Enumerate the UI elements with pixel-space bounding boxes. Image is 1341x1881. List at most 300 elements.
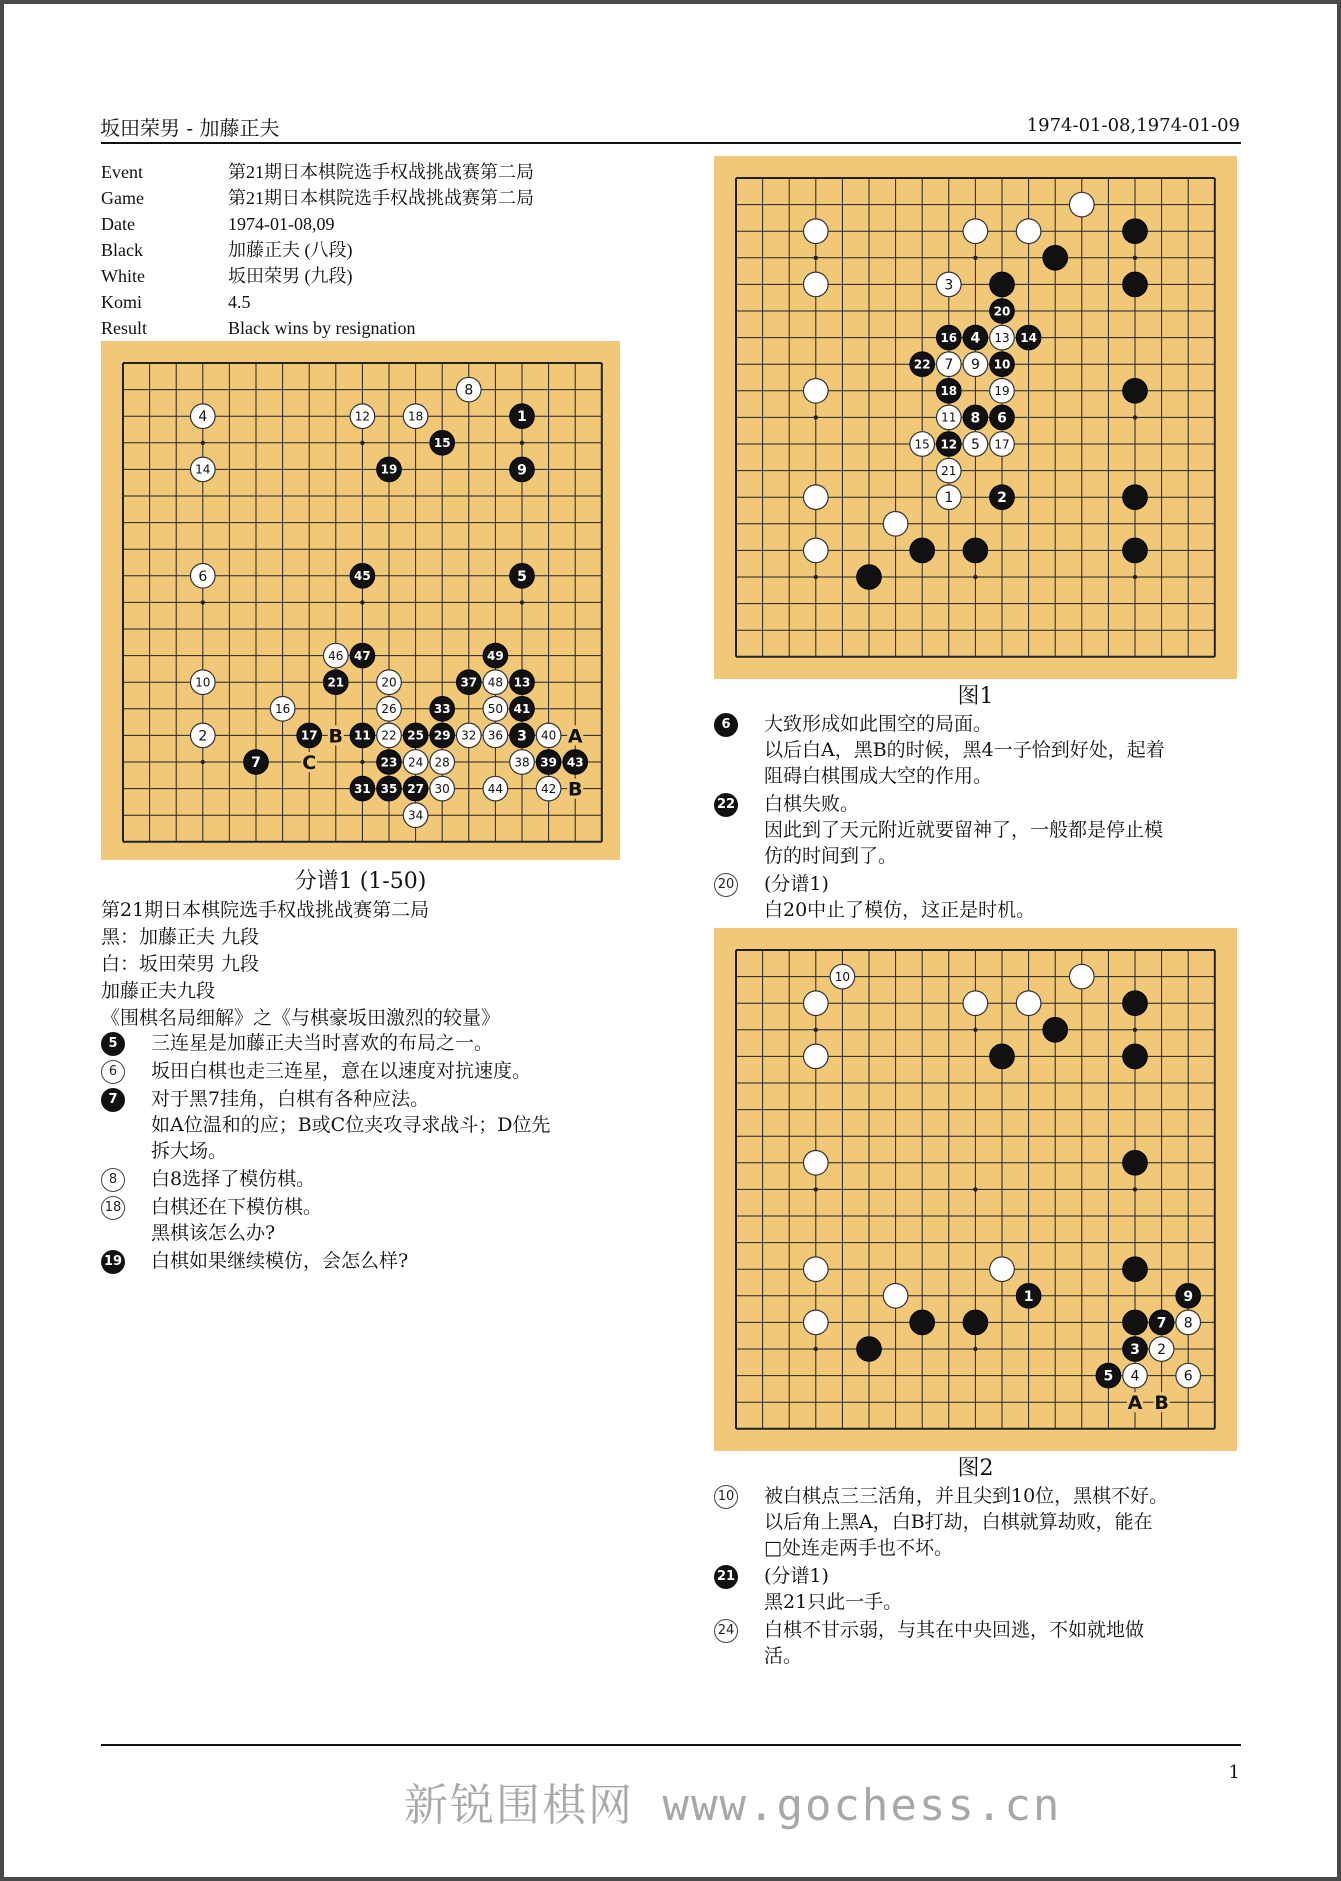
white-stone <box>191 404 216 429</box>
move-number: 2 <box>997 490 1007 507</box>
move-number: 10 <box>993 357 1011 372</box>
black-stone <box>1043 246 1068 271</box>
comment-text <box>764 1563 902 1615</box>
move-marker: 22 <box>714 793 738 817</box>
comment-line: 黑棋该怎么办? <box>151 1222 276 1244</box>
black-stone <box>510 457 535 482</box>
move-number: 24 <box>407 755 424 770</box>
header-players: 坂田荣男 - 加藤正夫 <box>100 116 280 140</box>
move-number: 4 <box>198 409 208 426</box>
info-row-game <box>101 185 534 211</box>
black-stone <box>510 404 535 429</box>
move-comment <box>101 1058 531 1084</box>
white-stone <box>270 697 295 722</box>
move-comment <box>101 1248 408 1274</box>
move-number: 32 <box>461 728 477 743</box>
comment-line: 如A位温和的应；B或C位夹攻寻求战斗；D位先 <box>151 1114 551 1136</box>
white-stone <box>430 776 455 801</box>
comment-line: 三连星是加藤正夫当时喜欢的布局之一。 <box>151 1032 494 1054</box>
go-board-diagram-1-grid <box>714 156 1237 679</box>
move-number: 6 <box>997 410 1007 427</box>
move-number: 20 <box>993 304 1011 319</box>
comment-line: 以后角上黑A，白B打劫，白棋就算劫败，能在 <box>764 1511 1153 1533</box>
white-stone <box>804 1257 829 1282</box>
board-label: B <box>328 725 344 748</box>
move-number: 14 <box>195 462 211 477</box>
info-row-komi <box>101 289 534 315</box>
move-number: 20 <box>381 675 397 690</box>
comment-line: 坂田白棋也走三连星，意在以速度对抗速度。 <box>151 1060 532 1082</box>
page-number: 1 <box>1228 1762 1240 1783</box>
move-number: 6 <box>1183 1368 1193 1385</box>
white-stone <box>883 1284 908 1309</box>
white-stone <box>804 1310 829 1335</box>
move-number: 13 <box>994 330 1010 345</box>
comment-line: 白棋不甘示弱，与其在中央回逃，不如就地做 <box>764 1619 1145 1641</box>
comment-line: (分谱1) <box>764 873 829 895</box>
black-stone <box>430 723 455 748</box>
move-marker: 18 <box>101 1196 125 1220</box>
white-stone <box>804 538 829 563</box>
move-number: 9 <box>970 357 980 374</box>
move-comment <box>714 871 1035 923</box>
info-value: 第21期日本棋院选手权战挑战赛第二局 <box>228 162 534 182</box>
move-number: 22 <box>381 728 397 743</box>
white-stone <box>963 219 988 244</box>
comment-text <box>151 1058 531 1084</box>
black-stone <box>403 776 428 801</box>
move-comment <box>101 1194 322 1246</box>
black-stone <box>990 405 1015 430</box>
white-stone <box>963 432 988 457</box>
move-number: 40 <box>540 728 557 743</box>
move-comment <box>714 711 1165 789</box>
move-comment <box>714 1563 902 1615</box>
white-stone <box>1070 192 1095 217</box>
move-number: 7 <box>944 357 954 374</box>
comment-line: 以后白A，黑B的时候，黑4一子恰到好处，起着 <box>764 739 1165 761</box>
move-number: 15 <box>914 437 930 452</box>
black-stone <box>1123 379 1148 404</box>
white-stone <box>804 1151 829 1176</box>
black-stone <box>377 750 402 775</box>
black-stone <box>1123 272 1148 297</box>
info-value: 第21期日本棋院选手权战挑战赛第二局 <box>228 188 534 208</box>
move-marker: 21 <box>714 1565 738 1589</box>
move-number: 10 <box>195 675 211 690</box>
black-stone <box>990 485 1015 510</box>
move-number: 18 <box>940 384 958 399</box>
comment-line: 白棋如果继续模仿，会怎么样? <box>151 1250 409 1272</box>
black-stone <box>1149 1310 1174 1335</box>
go-board-kifu <box>101 341 620 860</box>
white-stone <box>483 670 508 695</box>
black-stone <box>350 643 375 668</box>
move-number: 16 <box>274 702 291 717</box>
white-stone <box>483 776 508 801</box>
comment-line: 白棋还在下模仿棋。 <box>151 1196 323 1218</box>
white-stone <box>483 697 508 722</box>
white-stone <box>830 964 855 989</box>
move-number: 6 <box>198 568 208 585</box>
white-stone <box>324 643 349 668</box>
board-caption-diagram-1: 图1 <box>957 684 994 709</box>
black-stone <box>1016 325 1041 350</box>
white-stone <box>1176 1310 1201 1335</box>
comment-text <box>151 1248 408 1274</box>
move-number: 15 <box>433 436 451 451</box>
black-stone <box>990 272 1015 297</box>
move-comment <box>101 1166 315 1192</box>
comment-line: 白棋失败。 <box>764 793 860 815</box>
move-number: 26 <box>381 702 397 717</box>
header-dates: 1974-01-08,1974-01-09 <box>1026 115 1240 136</box>
black-stone <box>857 1337 882 1362</box>
black-stone <box>963 1310 988 1335</box>
white-stone <box>1176 1363 1201 1388</box>
info-key: White <box>101 266 145 286</box>
white-stone <box>804 379 829 404</box>
move-number: 48 <box>487 675 504 690</box>
move-number: 3 <box>1130 1342 1140 1359</box>
info-key: Black <box>101 240 143 260</box>
board-caption-kifu: 分谱1 (1-50) <box>294 869 427 894</box>
black-stone <box>430 431 455 456</box>
move-number: 9 <box>1183 1288 1194 1305</box>
white-stone <box>937 458 962 483</box>
black-stone <box>1123 1337 1148 1362</box>
description-line: 白：坂田荣男 九段 <box>101 953 260 975</box>
white-stone <box>457 723 482 748</box>
comment-line: 活。 <box>764 1645 803 1667</box>
comment-text <box>151 1166 315 1192</box>
move-number: 11 <box>941 410 957 425</box>
info-row-event <box>101 159 534 185</box>
info-key: Game <box>101 188 144 208</box>
move-number: 3 <box>944 277 954 294</box>
move-number: 9 <box>517 462 527 479</box>
black-stone <box>1123 1151 1148 1176</box>
black-stone <box>1123 1044 1148 1069</box>
black-stone <box>1096 1363 1121 1388</box>
move-number: 34 <box>407 808 424 823</box>
black-stone <box>910 538 935 563</box>
white-stone <box>804 991 829 1016</box>
white-stone <box>990 379 1015 404</box>
move-number: 50 <box>487 702 504 717</box>
go-board-kifu-grid <box>101 341 620 860</box>
white-stone <box>804 272 829 297</box>
move-number: 3 <box>517 728 527 745</box>
white-stone <box>990 432 1015 457</box>
description-line: 黑：加藤正夫 九段 <box>101 926 260 948</box>
move-number: 21 <box>941 463 957 478</box>
move-number: 7 <box>1156 1315 1167 1332</box>
black-stone <box>990 1044 1015 1069</box>
black-stone <box>457 670 482 695</box>
white-stone <box>191 723 216 748</box>
board-caption-diagram-2: 图2 <box>957 1456 994 1481</box>
board-label: C <box>302 752 317 774</box>
white-stone <box>963 991 988 1016</box>
site-watermark: 新锐围棋网 www.gochess.cn <box>404 1780 1062 1831</box>
comment-line: 阻碍白棋围成大空的作用。 <box>764 765 993 787</box>
move-number: 13 <box>513 675 531 690</box>
comment-line: 因此到了天元附近就要留神了，一般都是停止模 <box>764 819 1164 841</box>
black-stone <box>910 352 935 377</box>
move-marker: 5 <box>101 1032 125 1056</box>
description-line: 《围棋名局细解》之《与棋豪坂田激烈的较量》 <box>101 1007 501 1029</box>
move-number: 12 <box>354 409 371 424</box>
comment-text <box>151 1194 322 1246</box>
comment-text <box>764 791 1163 869</box>
move-number: 27 <box>407 781 424 796</box>
board-label: B <box>567 778 583 801</box>
move-number: 7 <box>251 755 261 772</box>
white-stone <box>937 272 962 297</box>
move-number: 38 <box>514 755 530 770</box>
board-label: B <box>1154 1392 1169 1415</box>
black-stone <box>857 565 882 590</box>
move-number: 44 <box>487 781 504 796</box>
move-comment <box>714 1617 1144 1669</box>
info-key: Komi <box>101 292 143 312</box>
white-stone <box>1070 964 1095 989</box>
black-stone <box>1123 538 1148 563</box>
move-number: 11 <box>354 728 371 743</box>
black-stone <box>963 405 988 430</box>
black-stone <box>536 750 561 775</box>
white-stone <box>191 457 216 482</box>
move-marker: 6 <box>714 713 738 737</box>
move-comment <box>714 1483 1168 1561</box>
comment-text <box>151 1030 493 1056</box>
black-stone <box>510 723 535 748</box>
move-number: 5 <box>517 568 527 585</box>
white-stone <box>1016 219 1041 244</box>
move-number: 19 <box>994 384 1010 399</box>
white-stone <box>937 405 962 430</box>
go-board-diagram-2 <box>714 928 1237 1451</box>
black-stone <box>990 299 1015 324</box>
move-marker: 6 <box>101 1060 125 1084</box>
move-number: 42 <box>540 781 557 796</box>
move-number: 1 <box>944 490 954 507</box>
black-stone <box>350 564 375 589</box>
move-number: 28 <box>434 755 450 770</box>
move-marker: 19 <box>101 1250 125 1274</box>
go-board-diagram-1 <box>714 156 1237 679</box>
comment-text <box>151 1086 550 1164</box>
move-number: 8 <box>464 382 474 399</box>
info-row-black <box>101 237 534 263</box>
black-stone <box>910 1310 935 1335</box>
footer-rule <box>101 1744 1241 1746</box>
white-stone <box>350 404 375 429</box>
black-stone <box>563 750 588 775</box>
move-number: 49 <box>487 648 504 663</box>
white-stone <box>990 1257 1015 1282</box>
white-stone <box>483 723 508 748</box>
move-number: 1 <box>517 409 527 426</box>
move-number: 5 <box>1103 1368 1114 1385</box>
black-stone <box>510 697 535 722</box>
comment-text <box>764 711 1165 789</box>
board-label: A <box>1127 1392 1143 1415</box>
move-marker: 8 <box>101 1168 125 1192</box>
move-marker: 24 <box>714 1619 738 1643</box>
move-number: 47 <box>354 648 371 663</box>
move-number: 43 <box>566 755 584 770</box>
move-number: 17 <box>300 728 318 743</box>
move-number: 35 <box>380 781 398 796</box>
white-stone <box>191 564 216 589</box>
comment-text <box>764 1483 1168 1561</box>
move-number: 4 <box>970 330 981 347</box>
move-number: 39 <box>540 755 557 770</box>
move-number: 37 <box>460 675 478 690</box>
comment-line: □处连走两手也不坏。 <box>764 1537 953 1559</box>
move-number: 14 <box>1020 330 1037 345</box>
white-stone <box>1123 1363 1148 1388</box>
move-comment <box>101 1086 550 1164</box>
black-stone <box>244 750 269 775</box>
move-number: 29 <box>433 728 451 743</box>
comment-text <box>764 1617 1144 1669</box>
white-stone <box>403 803 428 828</box>
game-description <box>101 897 500 1032</box>
comment-line: 大致形成如此围空的局面。 <box>764 713 993 735</box>
black-stone <box>1016 1284 1041 1309</box>
comment-line: 白8选择了模仿棋。 <box>151 1168 316 1190</box>
black-stone <box>483 643 508 668</box>
info-value: 4.5 <box>228 292 251 312</box>
move-number: 16 <box>940 330 958 345</box>
black-stone <box>377 457 402 482</box>
move-number: 22 <box>913 357 931 372</box>
comment-line: 被白棋点三三活角，并且尖到10位，黑棋不好。 <box>764 1485 1169 1507</box>
move-number: 8 <box>970 410 981 427</box>
white-stone <box>191 670 216 695</box>
move-marker: 10 <box>714 1485 738 1509</box>
white-stone <box>457 377 482 402</box>
move-number: 41 <box>513 702 531 717</box>
white-stone <box>536 776 561 801</box>
info-value: 坂田荣男 (九段) <box>228 266 353 286</box>
info-key: Event <box>101 162 143 182</box>
header-rule <box>101 142 1241 144</box>
move-number: 30 <box>434 781 450 796</box>
move-comment <box>101 1030 493 1056</box>
white-stone <box>377 723 402 748</box>
white-stone <box>804 1044 829 1069</box>
description-line: 第21期日本棋院选手权战挑战赛第二局 <box>101 899 430 921</box>
comment-line: 对于黑7挂角，白棋有各种应法。 <box>151 1088 430 1110</box>
white-stone <box>804 219 829 244</box>
black-stone <box>510 564 535 589</box>
white-stone <box>910 432 935 457</box>
move-number: 4 <box>1130 1368 1140 1385</box>
description-line: 加藤正夫九段 <box>101 980 216 1002</box>
info-value: 加藤正夫 (八段) <box>228 240 353 260</box>
move-number: 12 <box>940 437 958 452</box>
move-number: 17 <box>994 437 1010 452</box>
white-stone <box>804 485 829 510</box>
black-stone <box>1123 1257 1148 1282</box>
move-number: 19 <box>380 462 398 477</box>
black-stone <box>350 776 375 801</box>
move-number: 8 <box>1183 1315 1193 1332</box>
white-stone <box>430 750 455 775</box>
comment-line: 仿的时间到了。 <box>764 845 898 867</box>
black-stone <box>1176 1284 1201 1309</box>
white-stone <box>990 325 1015 350</box>
black-stone <box>430 697 455 722</box>
move-number: 23 <box>380 755 398 770</box>
info-row-result <box>101 315 534 341</box>
black-stone <box>937 325 962 350</box>
black-stone <box>1043 1018 1068 1043</box>
move-marker: 20 <box>714 873 738 897</box>
black-stone <box>1123 219 1148 244</box>
move-number: 1 <box>1023 1288 1034 1305</box>
move-number: 2 <box>198 728 208 745</box>
black-stone <box>1123 991 1148 1016</box>
move-number: 25 <box>407 728 424 743</box>
move-number: 46 <box>328 648 344 663</box>
white-stone <box>536 723 561 748</box>
comment-line: 黑21只此一手。 <box>764 1591 903 1613</box>
black-stone <box>963 538 988 563</box>
comment-line: (分谱1) <box>764 1565 829 1587</box>
document-page <box>4 4 1337 1877</box>
move-number: 10 <box>834 969 851 984</box>
info-row-white <box>101 263 534 289</box>
move-number: 21 <box>327 675 345 690</box>
black-stone <box>1123 485 1148 510</box>
info-value: 1974-01-08,09 <box>228 214 335 234</box>
game-info-table <box>101 159 534 341</box>
comment-text <box>764 871 1035 923</box>
move-number: 33 <box>433 702 451 717</box>
black-stone <box>990 352 1015 377</box>
black-stone <box>963 325 988 350</box>
move-number: 31 <box>354 781 371 796</box>
info-value: Black wins by resignation <box>228 318 416 338</box>
move-number: 5 <box>970 437 980 454</box>
white-stone <box>883 512 908 537</box>
white-stone <box>937 352 962 377</box>
white-stone <box>1016 991 1041 1016</box>
black-stone <box>297 723 322 748</box>
black-stone <box>403 723 428 748</box>
black-stone <box>1123 1310 1148 1335</box>
white-stone <box>377 670 402 695</box>
white-stone <box>963 352 988 377</box>
move-comment <box>714 791 1163 869</box>
info-row-date <box>101 211 534 237</box>
move-marker: 7 <box>101 1088 125 1112</box>
white-stone <box>1149 1337 1174 1362</box>
black-stone <box>377 776 402 801</box>
move-number: 36 <box>487 728 504 743</box>
board-label: A <box>567 725 583 748</box>
black-stone <box>350 723 375 748</box>
black-stone <box>937 379 962 404</box>
white-stone <box>377 697 402 722</box>
black-stone <box>510 670 535 695</box>
info-key: Date <box>101 214 135 234</box>
